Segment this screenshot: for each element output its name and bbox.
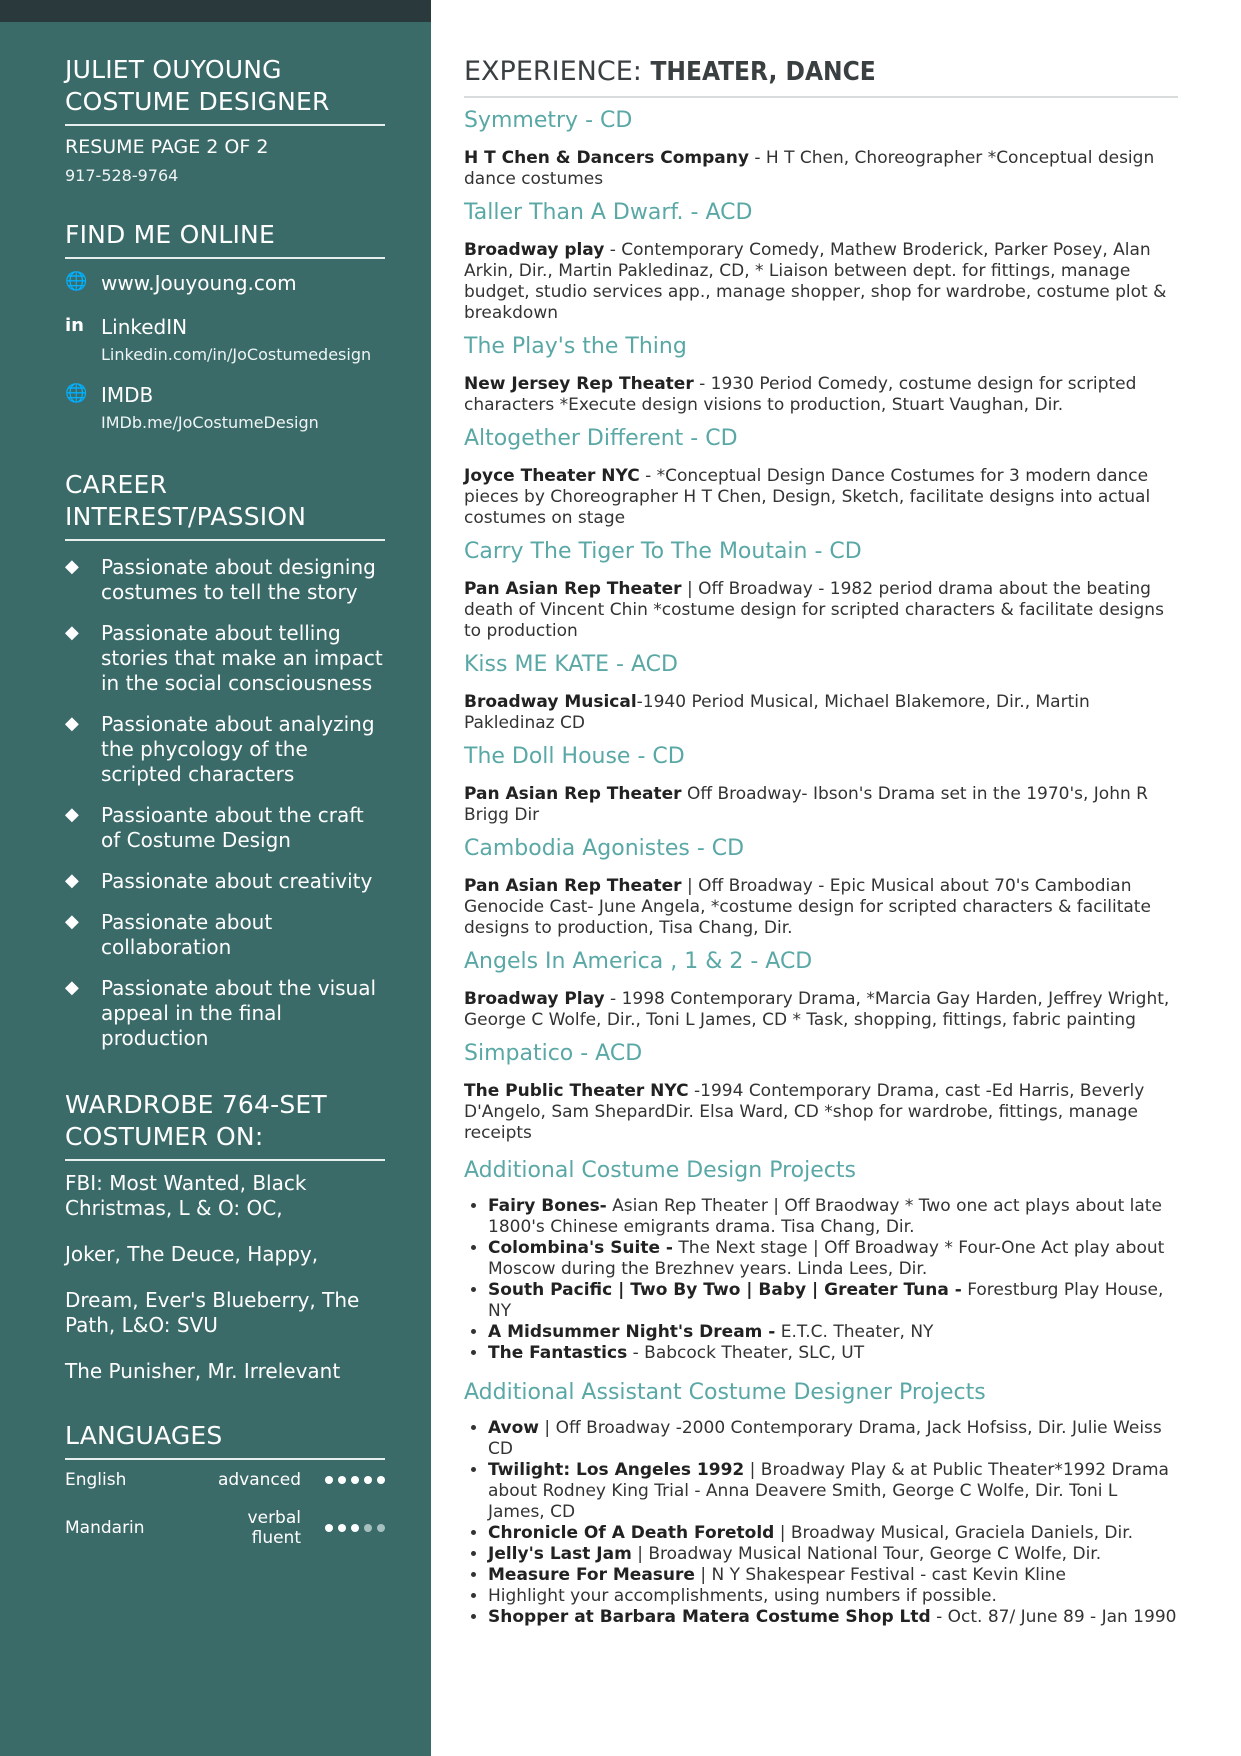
project-details: | N Y Shakespear Festival - cast Kevin Kline xyxy=(694,1565,1066,1585)
project-item xyxy=(488,1544,1178,1565)
job-entry xyxy=(464,947,1178,1031)
passion-item xyxy=(65,712,385,787)
job-organization: Joyce Theater NYC xyxy=(464,466,640,486)
languages-heading: LANGUAGES xyxy=(65,1420,385,1460)
rating-dot-filled xyxy=(325,1524,333,1532)
online-item-linkedin[interactable] xyxy=(65,315,385,365)
career-heading-line2: INTEREST/PASSION xyxy=(65,502,307,531)
passion-item xyxy=(65,910,385,960)
rating-dot-filled xyxy=(377,1476,385,1484)
passion-item xyxy=(65,555,385,605)
job-organization: Broadway play xyxy=(464,240,605,260)
project-name: Twilight: Los Angeles 1992 xyxy=(488,1460,745,1480)
project-details: - Babcock Theater, SLC, UT xyxy=(627,1343,865,1363)
resume-page-label: RESUME PAGE 2 OF 2 xyxy=(65,136,269,158)
career-heading-line1: CAREER xyxy=(65,470,168,499)
job-entry xyxy=(464,742,1178,826)
project-details: Highlight your accomplishments, using numbers if possible. xyxy=(488,1586,997,1606)
job-details: - H T Chen, Choreographer *Conceptual design dance costumes xyxy=(464,148,1155,189)
passion-item xyxy=(65,869,385,894)
project-name: Chronicle Of A Death Foretold xyxy=(488,1523,775,1543)
job-description xyxy=(464,579,1178,642)
project-name: Jelly's Last Jam xyxy=(488,1544,632,1564)
project-name: Colombina's Suite - xyxy=(488,1238,673,1258)
job-title: The Play's the Thing xyxy=(464,334,687,359)
costumer-credits: Joker, The Deuce, Happy, xyxy=(65,1242,319,1266)
online-item-website[interactable] xyxy=(65,271,385,295)
diamond-icon: ◆ xyxy=(65,622,79,643)
passion-text: Passionate about collaboration xyxy=(101,910,273,959)
project-name: Fairy Bones- xyxy=(488,1196,607,1216)
globe-icon: 🌐 xyxy=(65,383,88,404)
wardrobe-heading xyxy=(65,1089,385,1161)
job-description xyxy=(464,1081,1178,1144)
project-name: South Pacific | Two By Two | Baby | Greater Tuna - xyxy=(488,1280,962,1300)
project-item xyxy=(488,1607,1178,1628)
project-name: The Fantastics xyxy=(488,1343,628,1363)
project-details: | Broadway Musical National Tour, George C Wolfe, Dir. xyxy=(631,1544,1102,1564)
diamond-icon: ◆ xyxy=(65,911,79,932)
costumer-credits: Dream, Ever's Blueberry, The Path, L&O: SVU xyxy=(65,1288,360,1337)
rating-dot-filled xyxy=(351,1476,359,1484)
job-list xyxy=(464,106,1178,1144)
rating-dot-filled xyxy=(338,1524,346,1532)
project-details: Asian Rep Theater | Off Braodway * Two one act plays about late 1800's Chinese emigrants drama. Tisa Chang, Dir. xyxy=(488,1196,1162,1237)
linkedin-link[interactable]: Linkedin.com/in/JoCostumedesign xyxy=(101,345,372,364)
project-name: A Midsummer Night's Dream - xyxy=(488,1322,776,1342)
language-name: English xyxy=(65,1470,127,1490)
job-details: Off Broadway- Ibson's Drama set in the 1970's, John R Brigg Dir xyxy=(464,784,1148,825)
job-organization: New Jersey Rep Theater xyxy=(464,374,694,394)
job-entry xyxy=(464,1039,1178,1144)
job-title: Kiss ME KATE - ACD xyxy=(464,652,678,677)
job-description xyxy=(464,692,1178,734)
project-details: The Next stage | Off Broadway * Four-One Act play about Moscow during the Brezhnev years. Linda Lees, Dir. xyxy=(488,1238,1165,1279)
job-description xyxy=(464,466,1178,529)
job-details: - *Conceptual Design Dance Costumes for 3 modern dance pieces by Choreographer H T Chen, Design, Sketch, facilitate designs into actual costumes on stage xyxy=(464,466,1151,528)
language-row-english xyxy=(65,1470,385,1490)
project-details: | Broadway Play & at Public Theater*1992 Drama about Rodney King Trial - Anna Deavere Smith, George C Wolfe, Dir. Toni L James, CD xyxy=(488,1460,1169,1522)
project-item xyxy=(488,1238,1178,1280)
project-item xyxy=(488,1343,1178,1364)
project-item xyxy=(488,1196,1178,1238)
job-entry xyxy=(464,332,1178,416)
project-item xyxy=(488,1460,1178,1523)
job-description xyxy=(464,784,1178,826)
job-details: -1994 Contemporary Drama, cast -Ed Harris, Beverly D'Angelo, Sam ShepardDir. Elsa Ward, CD *shop for wardrobe, fittings, manage receipts xyxy=(464,1081,1145,1143)
rating-dot-filled xyxy=(364,1476,372,1484)
job-organization: Pan Asian Rep Theater xyxy=(464,784,682,804)
job-title: Simpatico - ACD xyxy=(464,1041,643,1066)
title-line: COSTUME DESIGNER xyxy=(65,87,330,116)
project-details: Forestburg Play House, NY xyxy=(488,1280,1164,1321)
website-link[interactable]: www.Jouyoung.com xyxy=(101,271,297,295)
job-organization: Pan Asian Rep Theater xyxy=(464,876,682,896)
job-entry xyxy=(464,834,1178,939)
phone-number: 917-528-9764 xyxy=(65,166,179,185)
rating-dot-empty xyxy=(377,1524,385,1532)
project-details: | Broadway Musical, Graciela Daniels, Dir. xyxy=(774,1523,1134,1543)
imdb-label: IMDB xyxy=(101,383,154,407)
job-organization: H T Chen & Dancers Company xyxy=(464,148,749,168)
project-details: | Off Broadway -2000 Contemporary Drama, Jack Hofsiss, Dir. Julie Weiss CD xyxy=(488,1418,1162,1459)
job-details: | Off Broadway - 1982 period drama about the beating death of Vincent Chin *costume design for scripted characters & facilitate designs to production xyxy=(464,579,1164,641)
passion-item xyxy=(65,621,385,696)
sidebar-top-bar xyxy=(0,0,431,22)
rating-dot-filled xyxy=(351,1524,359,1532)
job-title: Taller Than A Dwarf. - ACD xyxy=(464,200,753,225)
job-details: - 1930 Period Comedy, costume design for scripted characters *Execute design visions to production, Stuart Vaughan, Dir. xyxy=(464,374,1137,415)
project-item xyxy=(488,1280,1178,1322)
passion-text: Passionate about designing costumes to tell the story xyxy=(101,555,376,604)
language-rating xyxy=(325,1524,385,1532)
job-title: The Doll House - CD xyxy=(464,744,685,769)
language-rating xyxy=(325,1476,385,1484)
job-details: | Off Broadway - Epic Musical about 70's Cambodian Genocide Cast- June Angela, *costume design for scripted characters & facilitate designs to production, Tisa Chang, Dir. xyxy=(464,876,1151,938)
costumer-credits: The Punisher, Mr. Irrelevant xyxy=(65,1359,341,1383)
job-entry xyxy=(464,198,1178,324)
passion-item xyxy=(65,803,385,853)
job-details: - 1998 Contemporary Drama, *Marcia Gay Harden, Jeffrey Wright, George C Wolfe, Dir., Toni L James, CD * Task, shopping, fittings, fabric painting xyxy=(464,989,1170,1030)
find-me-heading: FIND ME ONLINE xyxy=(65,219,385,259)
project-item xyxy=(488,1322,1178,1343)
language-row-mandarin xyxy=(65,1508,385,1548)
job-description xyxy=(464,240,1178,324)
name-line: JULIET OUYOUNG xyxy=(65,55,282,84)
job-title: Symmetry - CD xyxy=(464,108,633,133)
passion-text: Passionate about the visual appeal in the final production xyxy=(101,976,377,1050)
experience-heading-prefix: EXPERIENCE: xyxy=(464,56,651,87)
experience-heading-category: THEATER, DANCE xyxy=(650,57,876,87)
job-title: Cambodia Agonistes - CD xyxy=(464,836,745,861)
job-details: -1940 Period Musical, Michael Blakemore, Dir., Martin Pakledinaz CD xyxy=(464,692,1090,733)
job-description xyxy=(464,989,1178,1031)
job-description xyxy=(464,374,1178,416)
language-name: Mandarin xyxy=(65,1518,145,1538)
project-item xyxy=(488,1586,1178,1607)
job-organization: The Public Theater NYC xyxy=(464,1081,689,1101)
passion-text: Passionate about analyzing the phycology of the scripted characters xyxy=(101,712,375,786)
job-entry xyxy=(464,650,1178,734)
job-description xyxy=(464,148,1178,190)
globe-icon: 🌐 xyxy=(65,271,88,292)
wardrobe-heading-line2: COSTUMER ON: xyxy=(65,1122,264,1151)
passion-text: Passionate about creativity xyxy=(101,869,373,893)
sidebar-content xyxy=(65,54,385,1548)
rating-dot-filled xyxy=(338,1476,346,1484)
main-content xyxy=(464,54,1178,1628)
diamond-icon: ◆ xyxy=(65,977,79,998)
additional-acd-heading: Additional Assistant Costume Designer Projects xyxy=(464,1380,986,1405)
project-item xyxy=(488,1418,1178,1460)
language-level: verbal fluent xyxy=(247,1508,301,1548)
project-details: E.T.C. Theater, NY xyxy=(775,1322,934,1342)
job-entry xyxy=(464,537,1178,642)
diamond-icon: ◆ xyxy=(65,870,79,891)
career-heading xyxy=(65,469,385,541)
job-entry xyxy=(464,424,1178,529)
name-heading xyxy=(65,54,385,126)
project-name: Measure For Measure xyxy=(488,1565,695,1585)
additional-design-heading: Additional Costume Design Projects xyxy=(464,1158,856,1183)
rating-dot-empty xyxy=(364,1524,372,1532)
passion-item xyxy=(65,976,385,1051)
linkedin-icon: in xyxy=(65,315,84,336)
job-description xyxy=(464,876,1178,939)
job-details: - Contemporary Comedy, Mathew Broderick, Parker Posey, Alan Arkin, Dir., Martin Pakledinaz, CD, * Liaison between dept. for fittings, manage budget, studio services app., manage shopper, shop for wardrobe, costume plot & breakdown xyxy=(464,240,1167,323)
additional-acd-list xyxy=(464,1418,1178,1628)
job-organization: Pan Asian Rep Theater xyxy=(464,579,682,599)
language-level: advanced xyxy=(217,1470,301,1490)
diamond-icon: ◆ xyxy=(65,804,79,825)
sidebar xyxy=(0,0,431,1756)
additional-design-list xyxy=(464,1196,1178,1364)
passion-text: Passioante about the craft of Costume Design xyxy=(101,803,364,852)
job-organization: Broadway Play xyxy=(464,989,605,1009)
costumer-credits: FBI: Most Wanted, Black Christmas, L & O: OC, xyxy=(65,1171,307,1220)
job-title: Angels In America , 1 & 2 - ACD xyxy=(464,949,813,974)
job-organization: Broadway Musical xyxy=(464,692,637,712)
job-entry xyxy=(464,106,1178,190)
experience-heading xyxy=(464,54,1178,98)
project-name: Shopper at Barbara Matera Costume Shop Ltd xyxy=(488,1607,931,1627)
diamond-icon: ◆ xyxy=(65,556,79,577)
project-item xyxy=(488,1523,1178,1544)
project-item xyxy=(488,1565,1178,1586)
wardrobe-heading-line1: WARDROBE 764-SET xyxy=(65,1090,327,1119)
project-name: Avow xyxy=(488,1418,540,1438)
diamond-icon: ◆ xyxy=(65,713,79,734)
passion-text: Passionate about telling stories that make an impact in the social consciousness xyxy=(101,621,383,695)
job-title: Altogether Different - CD xyxy=(464,426,738,451)
project-details: - Oct. 87/ June 89 - Jan 1990 xyxy=(930,1607,1177,1627)
linkedin-label: LinkedIN xyxy=(101,315,188,339)
job-title: Carry The Tiger To The Moutain - CD xyxy=(464,539,862,564)
online-item-imdb[interactable] xyxy=(65,383,385,433)
imdb-link[interactable]: IMDb.me/JoCostumeDesign xyxy=(101,413,319,432)
rating-dot-filled xyxy=(325,1476,333,1484)
